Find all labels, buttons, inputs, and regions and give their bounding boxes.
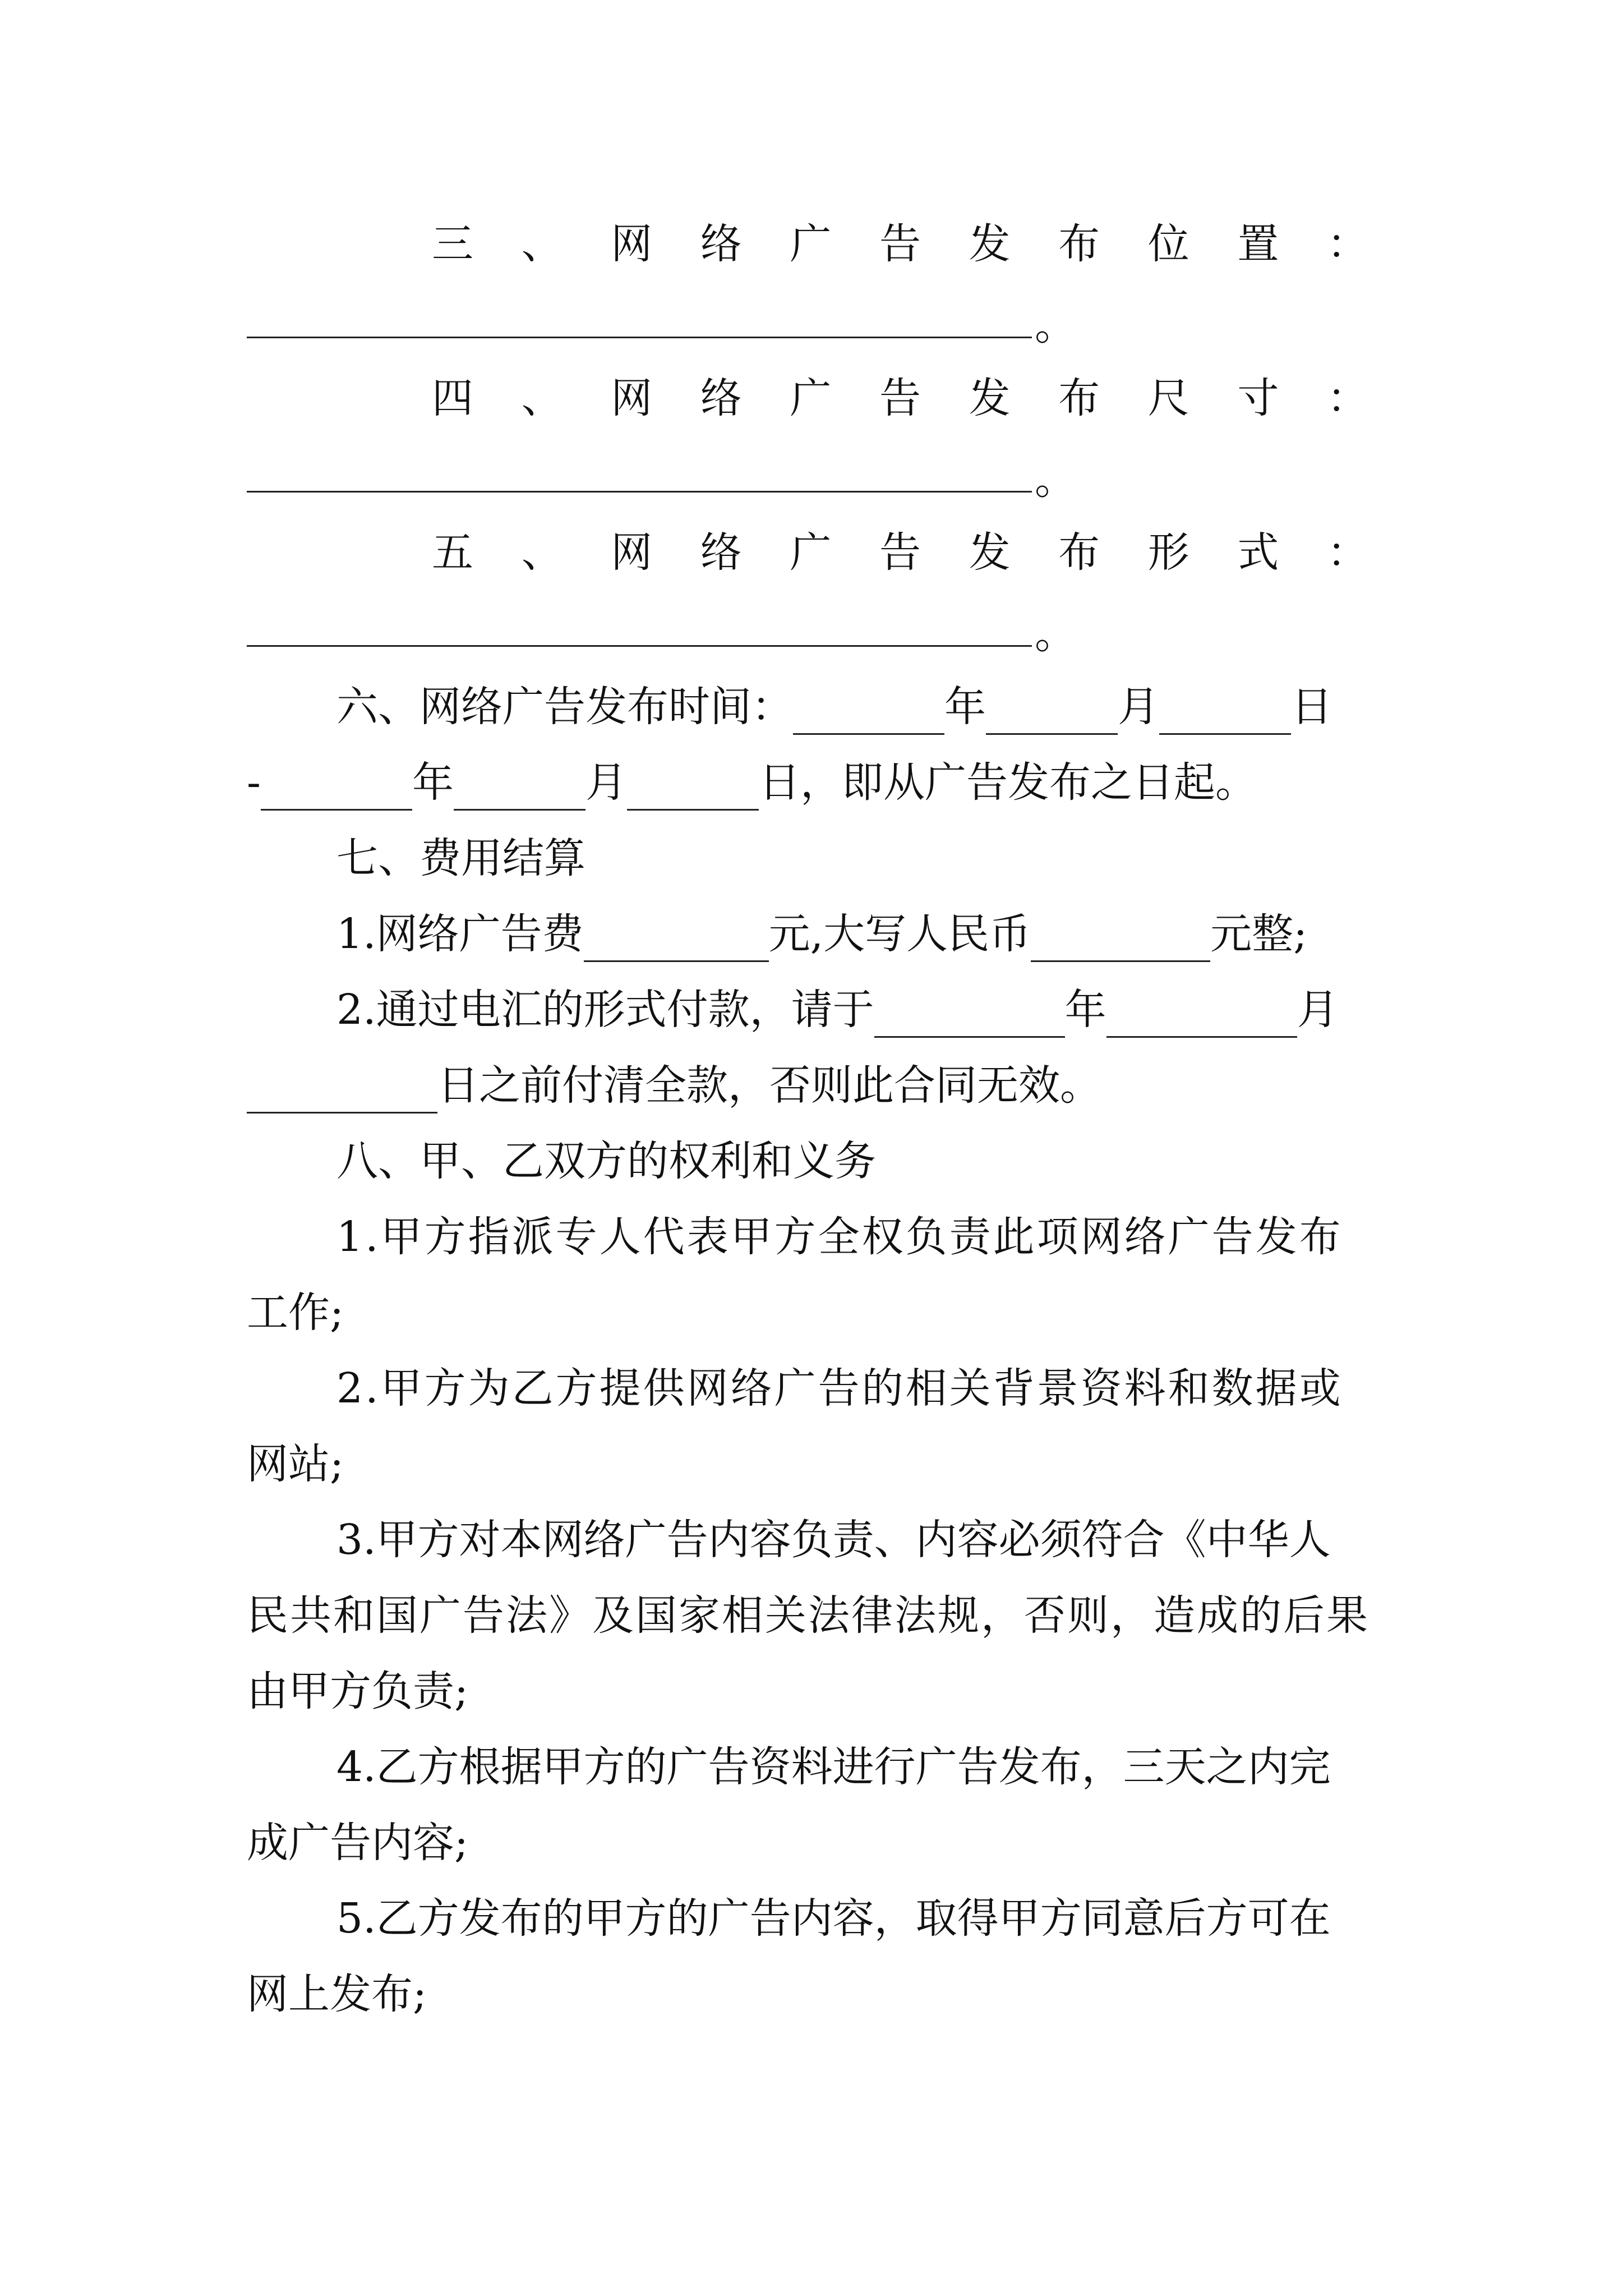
fee-end: 元整; bbox=[1210, 910, 1308, 958]
section-4-blank[interactable] bbox=[247, 491, 1032, 493]
section-5-heading bbox=[432, 524, 1368, 581]
section-4-end: 。 bbox=[1035, 455, 1076, 504]
section-7-item-1 bbox=[336, 906, 1307, 962]
char: 广 bbox=[790, 374, 832, 422]
char: 布 bbox=[1058, 220, 1100, 268]
char: 网 bbox=[611, 528, 653, 577]
section-6-line-1 bbox=[336, 679, 1332, 735]
char: 发 bbox=[969, 528, 1011, 577]
char: 发 bbox=[969, 220, 1011, 268]
payment-year-blank[interactable] bbox=[874, 990, 1065, 1038]
payment-year-label: 年 bbox=[1064, 986, 1106, 1034]
section-8-item-1-line-1: 1.甲方指派专人代表甲方全权负责此项网络广告发布 bbox=[336, 1213, 1343, 1261]
char: 布 bbox=[1058, 528, 1100, 577]
month2-label: 月 bbox=[585, 758, 628, 807]
char: 告 bbox=[879, 220, 921, 268]
char: 、 bbox=[521, 374, 563, 422]
year2-label: 年 bbox=[412, 758, 454, 807]
section-8-item-3-line-2: 民共和国广告法》及国家相关法律法规，否则，造成的后果 bbox=[247, 1591, 1370, 1640]
day-label: 日 bbox=[1291, 683, 1332, 731]
char: 位 bbox=[1147, 220, 1189, 268]
char: 三 bbox=[432, 220, 473, 268]
section-8-item-2-line-2: 网站; bbox=[247, 1440, 344, 1488]
char: 寸 bbox=[1237, 374, 1279, 422]
char: 置 bbox=[1237, 220, 1279, 268]
section-3-end: 。 bbox=[1035, 301, 1076, 349]
char: 网 bbox=[611, 220, 653, 268]
section-6-tail: 日，即从广告发布之日起。 bbox=[759, 758, 1257, 807]
fee-blank[interactable] bbox=[584, 914, 769, 962]
fee-capital-blank[interactable] bbox=[1031, 914, 1210, 962]
char: 告 bbox=[879, 374, 921, 422]
payment-month-blank[interactable] bbox=[1106, 990, 1297, 1038]
year-blank[interactable] bbox=[793, 687, 944, 735]
section-6-label: 六、网络广告发布时间： bbox=[336, 683, 793, 731]
char: ： bbox=[1326, 528, 1368, 577]
char: 布 bbox=[1058, 374, 1100, 422]
char: 四 bbox=[432, 374, 473, 422]
char: 网 bbox=[611, 374, 653, 422]
section-8-item-5-line-1: 5.乙方发布的甲方的广告内容，取得甲方同意后方可在 bbox=[336, 1894, 1331, 1943]
payment-label: 2.通过电汇的形式付款，请于 bbox=[336, 986, 874, 1034]
char: 络 bbox=[700, 220, 742, 268]
char: 广 bbox=[790, 220, 832, 268]
char: 式 bbox=[1237, 528, 1279, 577]
payment-month-label: 月 bbox=[1297, 986, 1339, 1034]
section-8-item-3-line-1: 3.甲方对本网络广告内容负责、内容必须符合《中华人 bbox=[336, 1516, 1331, 1564]
section-7-item-2-line-1 bbox=[336, 982, 1339, 1038]
char: 、 bbox=[521, 528, 563, 577]
section-8-item-1-line-2: 工作; bbox=[247, 1289, 344, 1337]
day-blank[interactable] bbox=[1159, 687, 1291, 735]
fee-capital-label: 元,大写人民币 bbox=[768, 910, 1031, 958]
month-blank[interactable] bbox=[986, 687, 1118, 735]
section-8-item-4-line-2: 成广告内容; bbox=[247, 1819, 468, 1867]
char: 五 bbox=[432, 528, 473, 577]
char: ： bbox=[1326, 220, 1368, 268]
section-8-item-3-line-3: 由甲方负责; bbox=[247, 1667, 468, 1715]
char: 广 bbox=[790, 528, 832, 577]
payment-day-blank[interactable] bbox=[247, 1066, 437, 1114]
char: ： bbox=[1326, 374, 1368, 422]
section-8-item-4-line-1: 4.乙方根据甲方的广告资料进行广告发布，三天之内完 bbox=[336, 1743, 1331, 1791]
section-4-heading bbox=[432, 370, 1368, 426]
char: 告 bbox=[879, 528, 921, 577]
section-3-blank[interactable] bbox=[247, 337, 1032, 338]
char: 络 bbox=[700, 374, 742, 422]
section-8-title: 八、甲、乙双方的权利和义务 bbox=[336, 1137, 876, 1185]
char: 、 bbox=[521, 220, 563, 268]
day2-blank[interactable] bbox=[627, 763, 759, 811]
section-7-item-2-line-2 bbox=[247, 1057, 1101, 1114]
char: 形 bbox=[1147, 528, 1189, 577]
section-8-item-5-line-2: 网上发布; bbox=[247, 1970, 427, 2018]
char: 络 bbox=[700, 528, 742, 577]
month2-blank[interactable] bbox=[454, 763, 585, 811]
section-7-title: 七、费用结算 bbox=[336, 834, 585, 882]
section-3-heading bbox=[432, 216, 1368, 272]
char: 发 bbox=[969, 374, 1011, 422]
section-8-item-2-line-1: 2.甲方为乙方提供网络广告的相关背景资料和数据或 bbox=[336, 1364, 1343, 1412]
section-6-line-2 bbox=[247, 754, 1257, 811]
payment-tail: 日之前付清全款，否则此合同无效。 bbox=[437, 1061, 1101, 1110]
section-5-end: 。 bbox=[1035, 610, 1076, 658]
dash: - bbox=[247, 758, 261, 807]
year2-blank[interactable] bbox=[261, 763, 412, 811]
month-label: 月 bbox=[1118, 683, 1159, 731]
char: 尺 bbox=[1147, 374, 1189, 422]
section-5-blank[interactable] bbox=[247, 645, 1032, 647]
fee-label: 1.网络广告费 bbox=[336, 910, 584, 958]
year-label: 年 bbox=[944, 683, 986, 731]
